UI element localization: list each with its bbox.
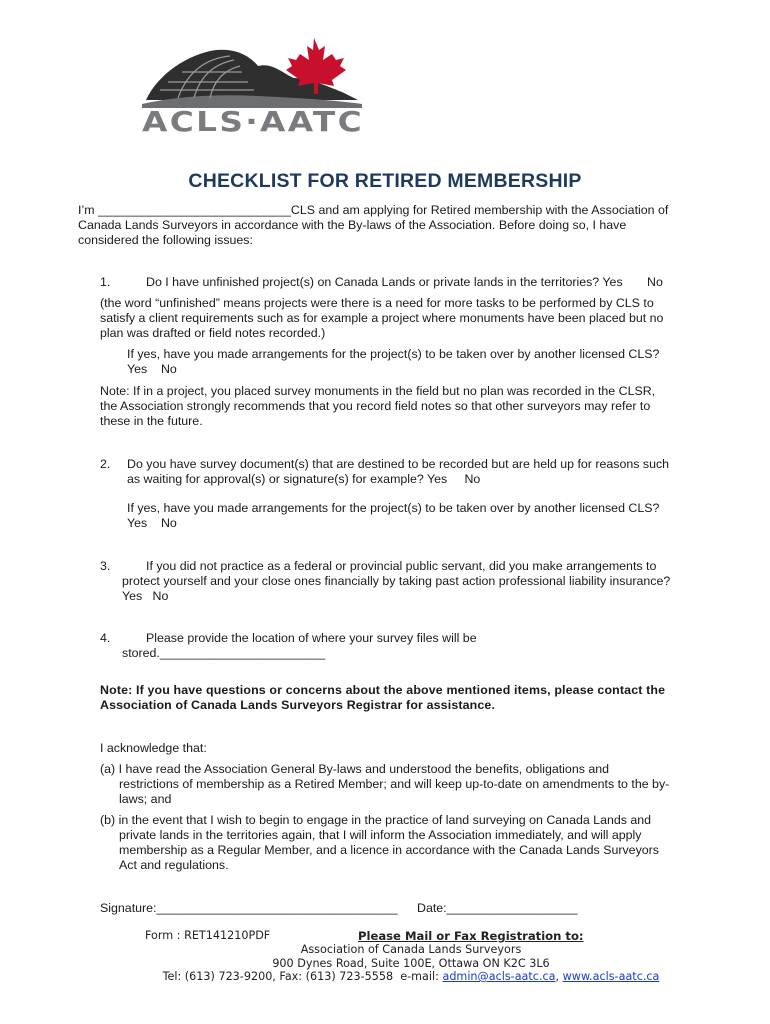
q1-note2-line-2: the Association strongly recommends that you record field notes so that other surveyors may refer to	[100, 399, 651, 413]
footer-separator: ,	[555, 970, 563, 983]
q3-line-1: If you did not practice as a federal or provincial public servant, did you make arrangements to	[146, 559, 657, 573]
acknowledge-b-line-2: private lands in the territories again, that I will inform the Association immediately, and will apply	[119, 828, 642, 842]
q4-line-1: Please provide the location of where your survey files will be	[146, 631, 477, 645]
q3-number: 3.	[100, 559, 111, 573]
q4-line-2: stored.________________________	[122, 646, 326, 660]
q1-number: 1.	[100, 275, 111, 289]
q1-note-line-1: (the word “unfinished” means projects were there is a need for more tasks to be performed by CLS to	[100, 296, 654, 310]
q1-no: No	[647, 275, 663, 289]
q3-line-3: Yes No	[122, 589, 169, 603]
q2-line-1: Do you have survey document(s) that are destined to be recorded but are held up for reasons such	[127, 457, 670, 471]
contact-note-line-1: Note: If you have questions or concerns about the above mentioned items, please contact the	[100, 683, 666, 697]
q1-note2-line-1: Note: If in a project, you placed survey monuments in the field but no plan was recorded in the CLSR,	[100, 384, 656, 398]
date-field[interactable]: Date:___________________	[417, 901, 578, 915]
footer-org: Association of Canada Lands Surveyors	[300, 943, 522, 956]
website-link[interactable]: www.acls-aatc.ca	[562, 970, 660, 983]
intro-line-1: I’m ____________________________CLS and am applying for Retired membership with the Association of	[78, 203, 669, 217]
q2-followup: If yes, have you made arrangements for the project(s) to be taken over by another licensed CLS?	[127, 501, 660, 515]
q1-note-line-3: plan was drafted or field notes recorded.)	[100, 326, 326, 340]
page-title: CHECKLIST FOR RETIRED MEMBERSHIP	[188, 170, 582, 192]
acknowledge-a-line-3: laws; and	[119, 792, 172, 806]
q2-line-2: as waiting for approval(s) or signature(s) for example? Yes No	[127, 472, 481, 486]
intro-line-2: Canada Lands Surveyors in accordance with the By-laws of the Association. Before doing so, I have	[78, 218, 627, 232]
logo-graphic	[138, 34, 370, 134]
q1-text: Do I have unfinished project(s) on Canada Lands or private lands in the territories? Yes	[146, 275, 623, 289]
q1-note2-line-3: these in the future.	[100, 414, 203, 428]
q1-followup-yes-no: Yes No	[127, 362, 177, 376]
acknowledge-heading: I acknowledge that:	[100, 741, 207, 755]
q2-followup-yes-no: Yes No	[127, 516, 177, 530]
form-id: Form : RET141210PDF	[145, 929, 271, 942]
mail-heading: Please Mail or Fax Registration to:	[358, 929, 584, 943]
acknowledge-a-line-1: (a) I have read the Association General By-laws and understood the benefits, obligations and	[100, 762, 610, 776]
intro-line-3: considered the following issues:	[78, 233, 253, 247]
contact-note-line-2: Association of Canada Lands Surveyors Registrar for assistance.	[100, 698, 496, 712]
q3-line-2: protect yourself and your close ones financially by taking past action professional liability insurance?	[122, 574, 671, 588]
q2-number: 2.	[100, 457, 111, 471]
acls-aatc-logo	[138, 34, 370, 134]
footer-contact	[0, 970, 770, 983]
acknowledge-b-line-4: Act and regulations.	[119, 858, 229, 872]
acknowledge-a-line-2: restrictions of membership as a Retired Member; and will keep up-to-date on amendments to the by-	[119, 777, 670, 791]
footer-address: 900 Dynes Road, Suite 100E, Ottawa ON K2C 3L6	[272, 957, 550, 970]
logo-wordmark: ACLS·AATC	[142, 105, 364, 134]
q1-followup: If yes, have you made arrangements for the project(s) to be taken over by another licensed CLS?	[127, 347, 660, 361]
acknowledge-b-line-3: membership as a Regular Member, and a licence in accordance with the Canada Lands Surveyors	[119, 843, 659, 857]
signature-field[interactable]: Signature:___________________________________	[100, 901, 398, 915]
footer-phone-fax: Tel: (613) 723-9200, Fax: (613) 723-5558 e-mail:	[162, 970, 443, 983]
acknowledge-b-line-1: (b) in the event that I wish to begin to engage in the practice of land surveying on Canada Lands and	[100, 813, 652, 827]
q4-number: 4.	[100, 631, 111, 645]
q1-note-line-2: satisfy a client requirements such as for example a project where monuments have been placed but no	[100, 311, 664, 325]
email-link[interactable]: admin@acls-aatc.ca	[442, 970, 556, 983]
